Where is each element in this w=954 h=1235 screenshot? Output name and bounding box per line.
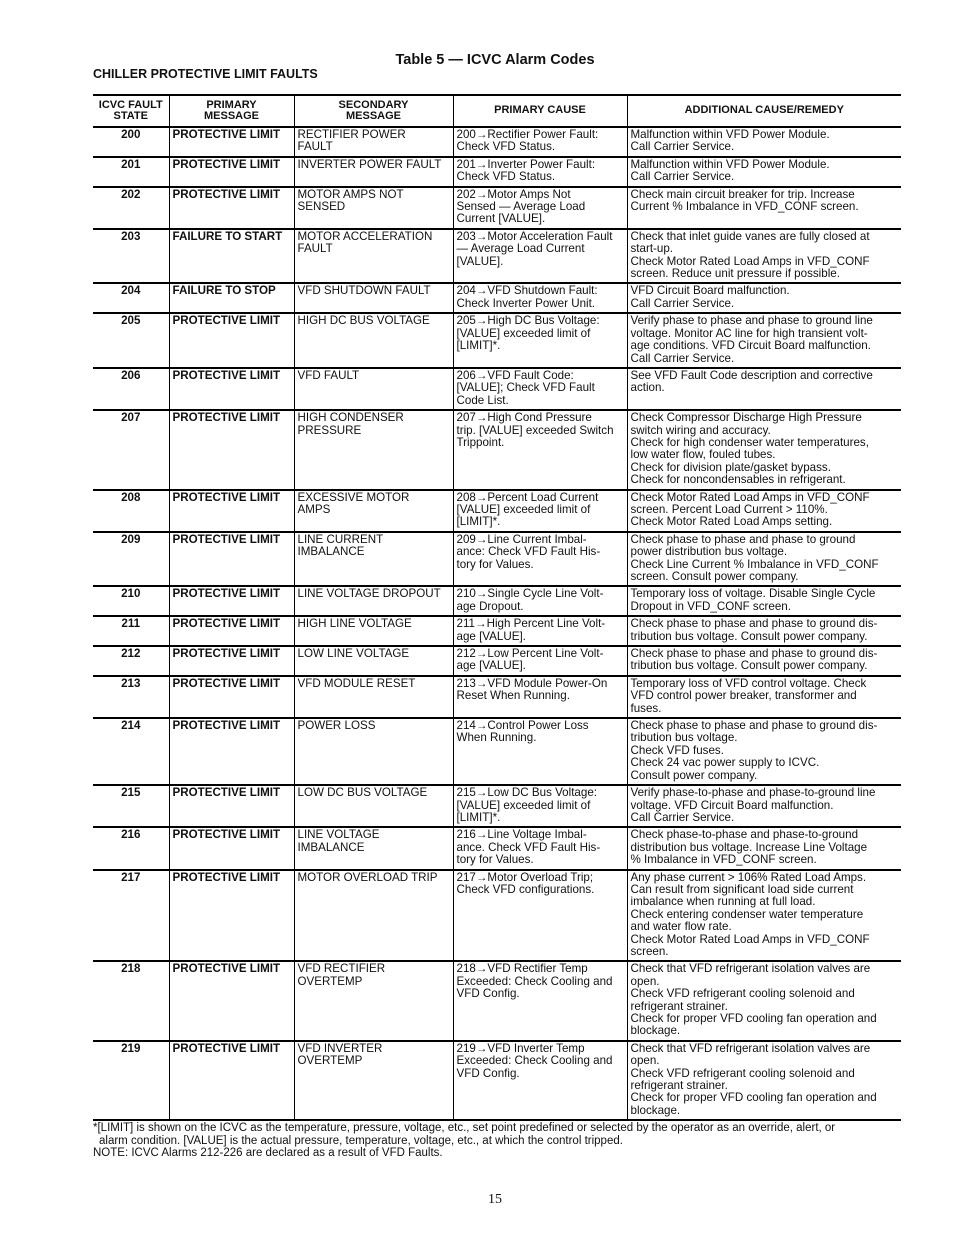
remedy-cell: Check that VFD refrigerant isolation valves are open. Check VFD refrigerant cooling solenoid and refrigerant strainer. Check for proper VFD cooling fan operation and blockage.	[627, 961, 901, 1040]
table-row	[93, 368, 901, 410]
primary-cause-cell: 216→Line Voltage Imbal- ance. Check VFD Fault His- tory for Values.	[453, 827, 627, 869]
table-row	[93, 410, 901, 489]
secondary-message-cell: VFD RECTIFIER OVERTEMP	[294, 961, 453, 1040]
primary-message-cell: FAILURE TO STOP	[169, 283, 294, 313]
primary-message-cell: PROTECTIVE LIMIT	[169, 490, 294, 532]
primary-cause-cell: 202→Motor Amps Not Sensed — Average Load Current [VALUE].	[453, 187, 627, 229]
primary-message-cell: PROTECTIVE LIMIT	[169, 127, 294, 157]
primary-cause-cell: 214→Control Power Loss When Running.	[453, 718, 627, 785]
primary-cause-cell: 201→Inverter Power Fault: Check VFD Status.	[453, 157, 627, 187]
fault-state-cell: 202	[93, 187, 169, 229]
table-row	[93, 870, 901, 962]
table-row	[93, 532, 901, 587]
primary-cause-cell: 212→Low Percent Line Volt- age [VALUE].	[453, 646, 627, 676]
fault-state-cell: 204	[93, 283, 169, 313]
page-number: 15	[488, 1192, 502, 1207]
primary-message-cell: PROTECTIVE LIMIT	[169, 313, 294, 368]
fault-state-cell: 211	[93, 616, 169, 646]
table-row	[93, 616, 901, 646]
secondary-message-cell: LINE VOLTAGE DROPOUT	[294, 586, 453, 616]
secondary-message-cell: RECTIFIER POWER FAULT	[294, 127, 453, 157]
fault-state-cell: 206	[93, 368, 169, 410]
table-row	[93, 676, 901, 718]
remedy-cell: Verify phase to phase and phase to ground line voltage. Monitor AC line for high transient volt- age conditions. VFD Circuit Board malfunction. Call Carrier Service.	[627, 313, 901, 368]
secondary-message-cell: MOTOR ACCELERATION FAULT	[294, 229, 453, 284]
fault-state-cell: 200	[93, 127, 169, 157]
remedy-cell: VFD Circuit Board malfunction. Call Carrier Service.	[627, 283, 901, 313]
primary-message-cell: PROTECTIVE LIMIT	[169, 187, 294, 229]
fault-state-cell: 205	[93, 313, 169, 368]
remedy-cell: Temporary loss of VFD control voltage. Check VFD control power breaker, transformer and fuses.	[627, 676, 901, 718]
primary-message-cell: PROTECTIVE LIMIT	[169, 785, 294, 827]
remedy-cell: Malfunction within VFD Power Module. Call Carrier Service.	[627, 157, 901, 187]
secondary-message-cell: HIGH LINE VOLTAGE	[294, 616, 453, 646]
fault-state-cell: 207	[93, 410, 169, 489]
remedy-cell: Check phase to phase and phase to ground power distribution bus voltage. Check Line Current % Imbalance in VFD_CONF screen. Consult power company.	[627, 532, 901, 587]
fault-state-cell: 208	[93, 490, 169, 532]
column-header-primary-message: PRIMARY MESSAGE	[169, 95, 294, 127]
alarm-note: NOTE: ICVC Alarms 212-226 are declared as a result of VFD Faults.	[93, 1147, 443, 1159]
primary-message-cell: PROTECTIVE LIMIT	[169, 718, 294, 785]
table-row	[93, 127, 901, 157]
fault-state-cell: 216	[93, 827, 169, 869]
secondary-message-cell: LINE VOLTAGE IMBALANCE	[294, 827, 453, 869]
fault-state-cell: 219	[93, 1041, 169, 1120]
column-header-primary-cause: PRIMARY CAUSE	[453, 95, 627, 127]
primary-message-cell: FAILURE TO START	[169, 229, 294, 284]
table-row	[93, 157, 901, 187]
remedy-cell: Check that inlet guide vanes are fully closed at start-up. Check Motor Rated Load Amps in VFD_CONF screen. Reduce unit pressure if possible.	[627, 229, 901, 284]
remedy-cell: Check main circuit breaker for trip. Increase Current % Imbalance in VFD_CONF screen.	[627, 187, 901, 229]
primary-message-cell: PROTECTIVE LIMIT	[169, 616, 294, 646]
primary-message-cell: PROTECTIVE LIMIT	[169, 827, 294, 869]
table-row	[93, 961, 901, 1040]
primary-cause-cell: 204→VFD Shutdown Fault: Check Inverter Power Unit.	[453, 283, 627, 313]
secondary-message-cell: VFD SHUTDOWN FAULT	[294, 283, 453, 313]
primary-cause-cell: 203→Motor Acceleration Fault — Average Load Current [VALUE].	[453, 229, 627, 284]
secondary-message-cell: EXCESSIVE MOTOR AMPS	[294, 490, 453, 532]
table-row	[93, 718, 901, 785]
secondary-message-cell: MOTOR OVERLOAD TRIP	[294, 870, 453, 962]
table-title: Table 5 — ICVC Alarm Codes	[395, 52, 595, 68]
table-row	[93, 490, 901, 532]
fault-state-cell: 213	[93, 676, 169, 718]
primary-cause-cell: 205→High DC Bus Voltage: [VALUE] exceeded limit of [LIMIT]*.	[453, 313, 627, 368]
limit-footnote-line-1: *[LIMIT] is shown on the ICVC as the temperature, pressure, voltage, etc., set point predefined or selected by the operator as an override, alert, or	[93, 1122, 836, 1134]
alarm-codes-table	[93, 94, 901, 1121]
table-row	[93, 785, 901, 827]
primary-message-cell: PROTECTIVE LIMIT	[169, 368, 294, 410]
table-row	[93, 283, 901, 313]
remedy-cell: Check phase to phase and phase to ground dis- tribution bus voltage. Check VFD fuses. Check 24 vac power supply to ICVC. Consult power company.	[627, 718, 901, 785]
primary-cause-cell: 207→High Cond Pressure trip. [VALUE] exceeded Switch Trippoint.	[453, 410, 627, 489]
primary-cause-cell: 215→Low DC Bus Voltage: [VALUE] exceeded limit of [LIMIT]*.	[453, 785, 627, 827]
secondary-message-cell: LINE CURRENT IMBALANCE	[294, 532, 453, 587]
secondary-message-cell: MOTOR AMPS NOT SENSED	[294, 187, 453, 229]
table-row	[93, 827, 901, 869]
fault-state-cell: 203	[93, 229, 169, 284]
column-header-secondary-message: SECONDARY MESSAGE	[294, 95, 453, 127]
table-row	[93, 187, 901, 229]
remedy-cell: Check phase-to-phase and phase-to-ground distribution bus voltage. Increase Line Voltage % Imbalance in VFD_CONF screen.	[627, 827, 901, 869]
secondary-message-cell: HIGH CONDENSER PRESSURE	[294, 410, 453, 489]
primary-message-cell: PROTECTIVE LIMIT	[169, 410, 294, 489]
primary-cause-cell: 213→VFD Module Power-On Reset When Running.	[453, 676, 627, 718]
remedy-cell: Check Motor Rated Load Amps in VFD_CONF screen. Percent Load Current > 110%. Check Motor Rated Load Amps setting.	[627, 490, 901, 532]
primary-cause-cell: 210→Single Cycle Line Volt- age Dropout.	[453, 586, 627, 616]
fault-state-cell: 209	[93, 532, 169, 587]
remedy-cell: Any phase current > 106% Rated Load Amps. Can result from significant load side current imbalance when running at full load. Check entering condenser water temperature and water flow rate. Check Motor Rated Load Amps in VFD_CONF screen.	[627, 870, 901, 962]
remedy-cell: Check that VFD refrigerant isolation valves are open. Check VFD refrigerant cooling solenoid and refrigerant strainer. Check for proper VFD cooling fan operation and blockage.	[627, 1041, 901, 1120]
remedy-cell: Temporary loss of voltage. Disable Single Cycle Dropout in VFD_CONF screen.	[627, 586, 901, 616]
primary-cause-cell: 200→Rectifier Power Fault: Check VFD Status.	[453, 127, 627, 157]
remedy-cell: Check Compressor Discharge High Pressure switch wiring and accuracy. Check for high condenser water temperatures, low water flow, fouled tubes. Check for division plate/gasket bypass. Check for noncondensables in refrigerant.	[627, 410, 901, 489]
remedy-cell: Verify phase-to-phase and phase-to-ground line voltage. VFD Circuit Board malfunction. Call Carrier Service.	[627, 785, 901, 827]
secondary-message-cell: POWER LOSS	[294, 718, 453, 785]
secondary-message-cell: VFD MODULE RESET	[294, 676, 453, 718]
remedy-cell: Malfunction within VFD Power Module. Call Carrier Service.	[627, 127, 901, 157]
section-title: CHILLER PROTECTIVE LIMIT FAULTS	[93, 67, 318, 81]
primary-message-cell: PROTECTIVE LIMIT	[169, 961, 294, 1040]
fault-state-cell: 210	[93, 586, 169, 616]
remedy-cell: Check phase to phase and phase to ground dis- tribution bus voltage. Consult power company.	[627, 616, 901, 646]
primary-message-cell: PROTECTIVE LIMIT	[169, 1041, 294, 1120]
fault-state-cell: 215	[93, 785, 169, 827]
fault-state-cell: 212	[93, 646, 169, 676]
secondary-message-cell: VFD INVERTER OVERTEMP	[294, 1041, 453, 1120]
primary-message-cell: PROTECTIVE LIMIT	[169, 676, 294, 718]
secondary-message-cell: HIGH DC BUS VOLTAGE	[294, 313, 453, 368]
primary-message-cell: PROTECTIVE LIMIT	[169, 157, 294, 187]
column-header-remedy: ADDITIONAL CAUSE/REMEDY	[627, 95, 901, 127]
fault-state-cell: 217	[93, 870, 169, 962]
table-row	[93, 1041, 901, 1120]
limit-footnote-line-2: alarm condition. [VALUE] is the actual pressure, temperature, voltage, etc., at which the control tripped.	[99, 1134, 623, 1147]
primary-cause-cell: 218→VFD Rectifier Temp Exceeded: Check Cooling and VFD Config.	[453, 961, 627, 1040]
primary-message-cell: PROTECTIVE LIMIT	[169, 532, 294, 587]
table-header-row	[93, 95, 901, 127]
secondary-message-cell: LOW LINE VOLTAGE	[294, 646, 453, 676]
primary-cause-cell: 209→Line Current Imbal- ance: Check VFD Fault His- tory for Values.	[453, 532, 627, 587]
primary-cause-cell: 211→High Percent Line Volt- age [VALUE].	[453, 616, 627, 646]
primary-cause-cell: 217→Motor Overload Trip; Check VFD configurations.	[453, 870, 627, 962]
fault-state-cell: 214	[93, 718, 169, 785]
fault-state-cell: 218	[93, 961, 169, 1040]
secondary-message-cell: VFD FAULT	[294, 368, 453, 410]
primary-message-cell: PROTECTIVE LIMIT	[169, 646, 294, 676]
table-row	[93, 313, 901, 368]
fault-state-cell: 201	[93, 157, 169, 187]
table-row	[93, 229, 901, 284]
primary-cause-cell: 206→VFD Fault Code: [VALUE]; Check VFD Fault Code List.	[453, 368, 627, 410]
table-row	[93, 586, 901, 616]
footnotes	[93, 1122, 903, 1160]
secondary-message-cell: LOW DC BUS VOLTAGE	[294, 785, 453, 827]
primary-cause-cell: 208→Percent Load Current [VALUE] exceeded limit of [LIMIT]*.	[453, 490, 627, 532]
primary-message-cell: PROTECTIVE LIMIT	[169, 586, 294, 616]
table-row	[93, 646, 901, 676]
primary-message-cell: PROTECTIVE LIMIT	[169, 870, 294, 962]
primary-cause-cell: 219→VFD Inverter Temp Exceeded: Check Cooling and VFD Config.	[453, 1041, 627, 1120]
remedy-cell: See VFD Fault Code description and corrective action.	[627, 368, 901, 410]
column-header-fault-state: ICVC FAULT STATE	[93, 95, 169, 127]
secondary-message-cell: INVERTER POWER FAULT	[294, 157, 453, 187]
remedy-cell: Check phase to phase and phase to ground dis- tribution bus voltage. Consult power company.	[627, 646, 901, 676]
